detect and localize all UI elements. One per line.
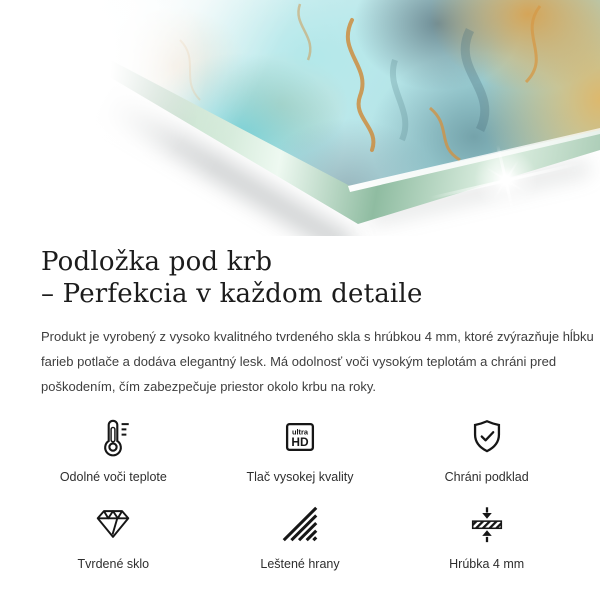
page-title: [41, 246, 559, 310]
feature-protects-surface: [393, 414, 580, 484]
feature-label: Tvrdené sklo: [77, 557, 150, 571]
product-photo: [0, 0, 600, 236]
feature-tempered-glass: [20, 501, 207, 571]
description-line: poškodením, čím zabezpečuje priestor okolo krbu na roky.: [41, 379, 377, 394]
title-line-1: Podložka pod krb: [41, 247, 273, 277]
ultra-hd-icon: [279, 414, 321, 460]
title-line-2: – Perfekcia v každom detaile: [41, 279, 423, 309]
feature-thickness: [393, 501, 580, 571]
feature-label: Leštené hrany: [260, 557, 340, 571]
product-description: [41, 324, 594, 399]
svg-text:ultra: ultra: [291, 427, 309, 437]
description-line: Produkt je vyrobený z vysoko kvalitného tvrdeného skla s hrúbkou 4 mm, ktoré zvýrazňuje hĺbku: [41, 329, 594, 344]
polished-edges-icon: [279, 501, 321, 547]
feature-label: Tlač vysokej kvality: [246, 470, 354, 484]
feature-polished-edges: [207, 501, 394, 571]
thermometer-icon: [92, 414, 134, 460]
thickness-press-icon: [466, 501, 508, 547]
feature-print-quality: [207, 414, 394, 484]
diamond-icon: [92, 501, 134, 547]
description-line: farieb potlače a dodáva elegantný lesk. Má odolnosť voči vysokým teplotám a chráni pred: [41, 354, 557, 369]
feature-label: Hrúbka 4 mm: [449, 557, 525, 571]
feature-grid: [0, 414, 600, 571]
svg-text:HD: HD: [291, 435, 309, 450]
feature-label: Chráni podklad: [444, 470, 529, 484]
feature-label: Odolné voči teplote: [59, 470, 167, 484]
feature-heat-resistance: [20, 414, 207, 484]
shield-check-icon: [466, 414, 508, 460]
